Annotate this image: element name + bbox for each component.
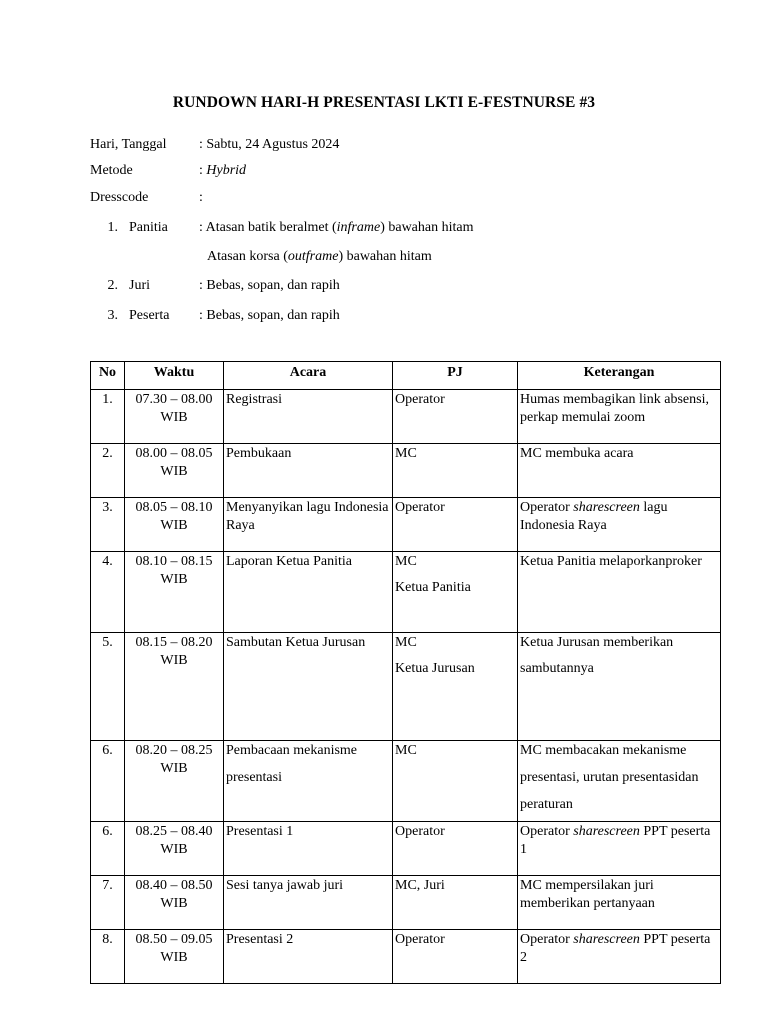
- cell-waktu: [125, 876, 224, 930]
- cell-acara: Presentasi 2: [224, 930, 393, 984]
- cell-waktu: [125, 390, 224, 444]
- cell-keterangan: MC membuka acara: [518, 444, 721, 498]
- dress-text-italic: inframe: [336, 220, 381, 235]
- table-row: [91, 498, 721, 552]
- ket-text: lagu Indonesia Raya: [520, 500, 668, 533]
- dress-item-label: Peserta: [129, 308, 170, 323]
- cell-waktu: [125, 498, 224, 552]
- time-range: 08.25 – 08.40: [135, 824, 213, 839]
- dress-item-peserta: [90, 306, 730, 326]
- time-range: 08.20 – 08.25: [135, 743, 213, 758]
- cell-keterangan: [518, 633, 721, 741]
- cell-acara: Sambutan Ketua Jurusan: [224, 633, 393, 741]
- cell-no: 8.: [91, 930, 125, 984]
- dress-item-value: : Bebas, sopan, dan rapih: [199, 278, 340, 293]
- document-title: RUNDOWN HARI-H PRESENTASI LKTI E-FESTNURSE #3: [172, 94, 596, 111]
- ket-line: presentasi, urutan presentasidan: [520, 770, 699, 785]
- time-zone: WIB: [160, 518, 188, 533]
- time-zone: WIB: [160, 950, 188, 965]
- cell-acara: [224, 741, 393, 822]
- cell-pj: Operator: [393, 390, 518, 444]
- ket-line: peraturan: [520, 797, 573, 812]
- table-row: [91, 390, 721, 444]
- dress-item-number: 1.: [107, 220, 118, 235]
- acara-line: Pembacaan mekanisme: [226, 743, 358, 758]
- table-row: [91, 930, 721, 984]
- info-dresscode: [90, 188, 730, 208]
- cell-acara: Presentasi 1: [224, 822, 393, 876]
- time-zone: WIB: [160, 653, 188, 668]
- cell-waktu: [125, 822, 224, 876]
- time-range: 08.00 – 08.05: [135, 446, 213, 461]
- dress-item-label: Panitia: [129, 220, 168, 235]
- time-zone: WIB: [160, 761, 188, 776]
- cell-no: 3.: [91, 498, 125, 552]
- ket-text: Operator: [520, 824, 574, 839]
- method-value: [199, 161, 246, 181]
- time-range: 08.40 – 08.50: [135, 878, 213, 893]
- cell-pj: Operator: [393, 822, 518, 876]
- dress-item-juri: [90, 276, 730, 296]
- header-no: No: [91, 362, 125, 390]
- dress-text: : Atasan batik beralmet (: [199, 220, 337, 235]
- table-row: [91, 552, 721, 633]
- dress-item-label: Juri: [129, 278, 150, 293]
- header-keterangan: Keterangan: [518, 362, 721, 390]
- cell-no: 4.: [91, 552, 125, 633]
- cell-waktu: [125, 741, 224, 822]
- time-range: 08.10 – 08.15: [135, 554, 213, 569]
- info-date: [90, 135, 730, 155]
- dress-text: ) bawahan hitam: [338, 249, 432, 264]
- cell-keterangan: [518, 741, 721, 822]
- cell-no: 7.: [91, 876, 125, 930]
- cell-keterangan: MC mempersilakan juri memberikan pertanyaan: [518, 876, 721, 930]
- dress-item-value: : Bebas, sopan, dan rapih: [199, 308, 340, 323]
- ket-line: MC membacakan mekanisme: [520, 743, 687, 758]
- dress-item-number: 3.: [107, 308, 118, 323]
- cell-acara: Registrasi: [224, 390, 393, 444]
- cell-pj: MC: [393, 444, 518, 498]
- ket-text: Operator: [520, 500, 574, 515]
- ket-text: Operator: [520, 932, 574, 947]
- table-row: [91, 633, 721, 741]
- cell-pj: MC: [393, 741, 518, 822]
- dress-text: Atasan korsa (: [207, 249, 288, 264]
- pj-line: MC: [395, 635, 417, 650]
- ket-text: PPT peserta 2: [520, 932, 711, 965]
- header-pj: PJ: [393, 362, 518, 390]
- time-zone: WIB: [160, 464, 188, 479]
- rundown-table: [90, 361, 721, 984]
- time-range: 08.50 – 09.05: [135, 932, 213, 947]
- cell-acara: Laporan Ketua Panitia: [224, 552, 393, 633]
- dress-item-value: [207, 247, 432, 267]
- cell-pj: [393, 552, 518, 633]
- time-zone: WIB: [160, 572, 188, 587]
- cell-keterangan: [518, 822, 721, 876]
- time-range: 07.30 – 08.00: [135, 392, 213, 407]
- cell-waktu: [125, 633, 224, 741]
- table-row: [91, 444, 721, 498]
- dress-item-number: 2.: [107, 278, 118, 293]
- time-zone: WIB: [160, 842, 188, 857]
- dress-item-panitia-line2: [90, 247, 730, 267]
- pj-line: Ketua Panitia: [395, 580, 471, 595]
- table-header-row: [91, 362, 721, 390]
- cell-acara: Sesi tanya jawab juri: [224, 876, 393, 930]
- date-value: : Sabtu, 24 Agustus 2024: [199, 137, 340, 152]
- dresscode-label: Dresscode: [90, 190, 149, 205]
- cell-no: 1.: [91, 390, 125, 444]
- pj-line: MC: [395, 554, 417, 569]
- ket-text-italic: sharescreen: [573, 932, 640, 947]
- header-acara: Acara: [224, 362, 393, 390]
- cell-waktu: [125, 930, 224, 984]
- acara-line: presentasi: [226, 770, 282, 785]
- cell-waktu: [125, 552, 224, 633]
- cell-pj: Operator: [393, 930, 518, 984]
- dresscode-value: :: [199, 190, 203, 205]
- cell-pj: [393, 633, 518, 741]
- method-label: Metode: [90, 163, 133, 178]
- cell-no: 2.: [91, 444, 125, 498]
- cell-pj: Operator: [393, 498, 518, 552]
- ket-text: PPT peserta 1: [520, 824, 711, 857]
- time-range: 08.05 – 08.10: [135, 500, 213, 515]
- header-waktu: Waktu: [125, 362, 224, 390]
- date-label: Hari, Tanggal: [90, 137, 167, 152]
- cell-keterangan: Ketua Panitia melaporkanproker: [518, 552, 721, 633]
- cell-keterangan: [518, 498, 721, 552]
- time-range: 08.15 – 08.20: [135, 635, 213, 650]
- cell-keterangan: Humas membagikan link absensi, perkap memulai zoom: [518, 390, 721, 444]
- method-colon: :: [199, 163, 207, 178]
- dress-text-italic: outframe: [287, 249, 339, 264]
- ket-line: sambutannya: [520, 661, 594, 676]
- pj-line: Ketua Jurusan: [395, 661, 475, 676]
- table-row: [91, 876, 721, 930]
- info-method: [90, 161, 730, 181]
- ket-text-italic: sharescreen: [573, 824, 640, 839]
- dress-item-panitia: [90, 218, 730, 238]
- cell-no: 6.: [91, 741, 125, 822]
- ket-text-italic: sharescreen: [573, 500, 640, 515]
- cell-waktu: [125, 444, 224, 498]
- time-zone: WIB: [160, 410, 188, 425]
- cell-no: 5.: [91, 633, 125, 741]
- cell-pj: MC, Juri: [393, 876, 518, 930]
- ket-line: Ketua Jurusan memberikan: [520, 635, 674, 650]
- method-value-italic: Hybrid: [206, 163, 247, 178]
- dress-text: ) bawahan hitam: [380, 220, 474, 235]
- table-row: [91, 741, 721, 822]
- dress-item-value: [199, 218, 473, 238]
- cell-acara: Pembukaan: [224, 444, 393, 498]
- table-row: [91, 822, 721, 876]
- time-zone: WIB: [160, 896, 188, 911]
- cell-no: 6.: [91, 822, 125, 876]
- cell-keterangan: [518, 930, 721, 984]
- cell-acara: Menyanyikan lagu Indonesia Raya: [224, 498, 393, 552]
